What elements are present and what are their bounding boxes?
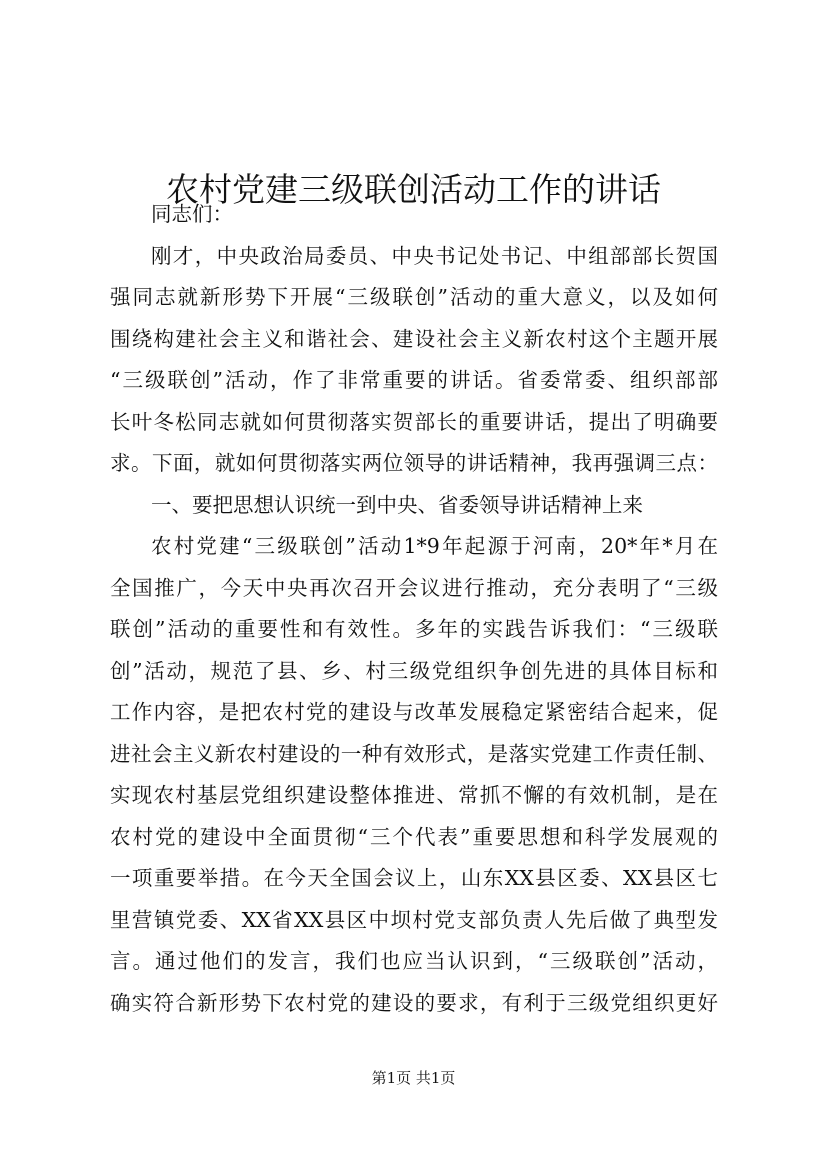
document-title: 农村党建三级联创活动工作的讲话 [166, 170, 661, 210]
paragraph-line: 围绕构建社会主义和谐社会、建设社会主义新农村这个主题开展 [110, 326, 718, 351]
paragraph-line: 全国推广，今天中央再次召开会议进行推动，充分表明了“三级 [110, 575, 718, 600]
paragraph-line: 农村党的建设中全面贯彻“三个代表”重要思想和科学发展观的 [110, 824, 718, 849]
paragraph-line: 确实符合新形势下农村党的建设的要求，有利于三级党组织更好 [110, 990, 718, 1015]
paragraph-line: 创”活动，规范了县、乡、村三级党组织争创先进的具体目标和 [110, 658, 718, 683]
paragraph-line: 一项重要举措。在今天全国会议上，山东XX县区委、XX县区七 [110, 866, 718, 890]
paragraph-line: 强同志就新形势下开展“三级联创”活动的重大意义，以及如何 [110, 285, 718, 309]
paragraph-line: 工作内容，是把农村党的建设与改革发展稳定紧密结合起来，促 [110, 700, 718, 724]
paragraph-line: 农村党建“三级联创”活动1*9年起源于河南，20*年*月在 [151, 534, 718, 558]
section-heading: 一、要把思想认识统一到中央、省委领导讲话精神上来 [151, 492, 643, 517]
paragraph-line: 言。通过他们的发言，我们也应当认识到，“三级联创”活动， [110, 949, 718, 973]
paragraph-line: 进社会主义新农村建设的一种有效形式，是落实党建工作责任制、 [110, 741, 718, 766]
paragraph-line: 联创”活动的重要性和有效性。多年的实践告诉我们：“三级联 [110, 617, 718, 641]
paragraph-line: 长叶冬松同志就如何贯彻落实贺部长的重要讲话，提出了明确要 [110, 409, 718, 434]
page-footer: 第1页 共1页 [371, 1069, 456, 1087]
paragraph-line: 实现农村基层党组织建设整体推进、常抓不懈的有效机制，是在 [110, 783, 718, 807]
salutation-line: 同志们： [151, 202, 233, 226]
document-body [110, 194, 718, 1024]
paragraph-line: 里营镇党委、XX省XX县区中坝村党支部负责人先后做了典型发 [110, 907, 718, 932]
paragraph-line: 求。下面，就如何贯彻落实两位领导的讲话精神，我再强调三点： [110, 451, 718, 475]
paragraph-line: 刚才，中央政治局委员、中央书记处书记、中组部部长贺国 [151, 243, 718, 268]
paragraph-line: “三级联创”活动，作了非常重要的讲话。省委常委、组织部部 [110, 368, 718, 392]
